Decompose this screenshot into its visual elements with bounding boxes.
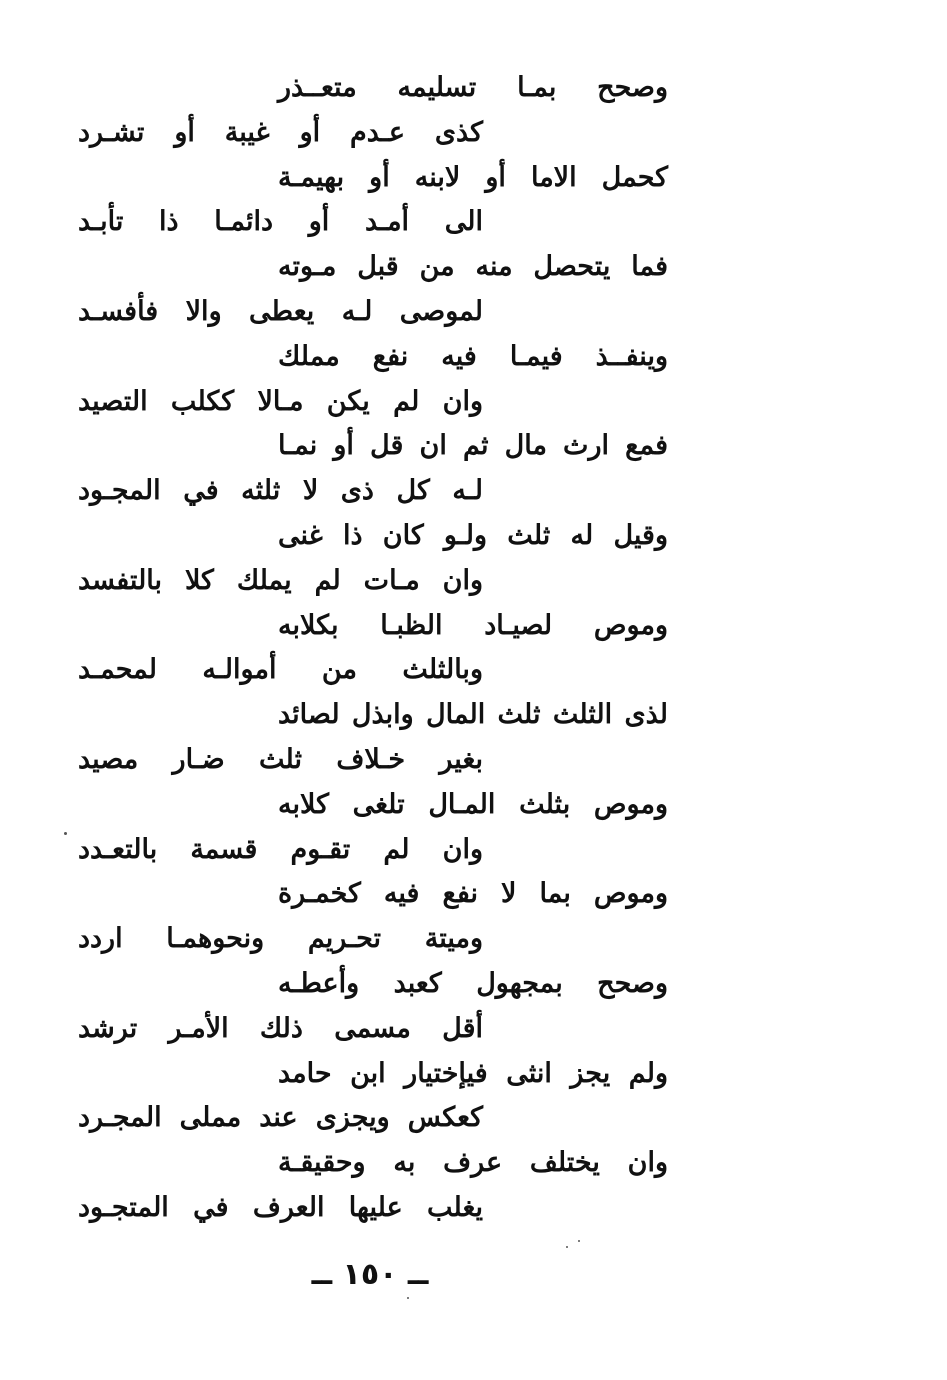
- verse: [78, 424, 678, 514]
- first-hemistich: وصحح بمجهول كعبد وأعطـه: [278, 967, 668, 999]
- verse: [78, 872, 678, 962]
- scan-speck: [566, 1246, 568, 1248]
- first-hemistich: وموص بثلث المـال تلغى كلابه: [278, 788, 668, 820]
- second-hemistich: وان مـات لم يملك كلا بالتفسد: [78, 564, 483, 596]
- second-hemistich: وان لم تقـوم قسمة بالتعـدد: [78, 833, 483, 865]
- verse: [78, 156, 678, 246]
- verse: [78, 66, 678, 156]
- verse: [78, 783, 678, 873]
- second-hemistich: الى أمـد أو دائمـا ذا تأبـد: [78, 206, 483, 238]
- first-hemistich: لذى الثلث ثلث المال وابذل لصائد: [278, 699, 668, 731]
- second-hemistich: وبالثلث من أموالـه لمحمـد: [78, 654, 483, 686]
- first-hemistich: ولم يجز انثى فيإختيار ابن حامد: [278, 1057, 668, 1089]
- verse: [78, 604, 678, 694]
- first-hemistich: وان يختلف عرف به وحقيقـة: [278, 1147, 668, 1179]
- scan-speck: [64, 832, 67, 835]
- second-hemistich: لـه كل ذى لا ثلثه في المجـود: [78, 475, 483, 507]
- verse: [78, 245, 678, 335]
- first-hemistich: وينفــذ فيمـا فيه نفع مملك: [278, 340, 668, 372]
- verse: [78, 335, 678, 425]
- first-hemistich: وقيل له ثلث ولـو كان ذا غنى: [278, 519, 668, 551]
- first-hemistich: كحمل الاما أو لابنه أو بهيمـة: [278, 161, 668, 193]
- second-hemistich: يغلب عليها العرف في المتجـود: [78, 1191, 483, 1223]
- second-hemistich: لموصى لـه يعطى والا فأفسـد: [78, 295, 483, 327]
- second-hemistich: وميتة تحـريم ونحوهمـا اردد: [78, 923, 483, 955]
- second-hemistich: كذى عـدم أو غيبة أو تشـرد: [78, 116, 483, 148]
- verse: [78, 693, 678, 783]
- first-hemistich: وصحح بمـا تسليمه متعــذر: [278, 72, 668, 103]
- verse: [78, 1141, 678, 1231]
- second-hemistich: أقل مسمى ذلك الأمـر ترشد: [78, 1012, 483, 1044]
- second-hemistich: وان لم يكن مـالا ككلب التصيد: [78, 385, 483, 417]
- scan-speck: [578, 1240, 580, 1242]
- second-hemistich: بغير خـلاف ثلث ضـار مصيد: [78, 743, 483, 775]
- scan-speck: [407, 1297, 409, 1299]
- first-hemistich: وموص بما لا نفع فيه كخمـرة: [278, 878, 668, 910]
- first-hemistich: وموص لصيـاد الظبـا بكلابه: [278, 609, 668, 641]
- verse: [78, 1052, 678, 1142]
- verse: [78, 962, 678, 1052]
- first-hemistich: فمع ارث مال ثم ان قل أو نمـا: [278, 430, 668, 462]
- first-hemistich: فما يتحصل منه من قبل مـوته: [278, 251, 668, 283]
- second-hemistich: كعكس ويجزى عند مملى المجـرد: [78, 1102, 483, 1134]
- page-number: ــ ١٥٠ ــ: [311, 1257, 429, 1292]
- verse: [78, 514, 678, 604]
- poem-body: [78, 66, 678, 1231]
